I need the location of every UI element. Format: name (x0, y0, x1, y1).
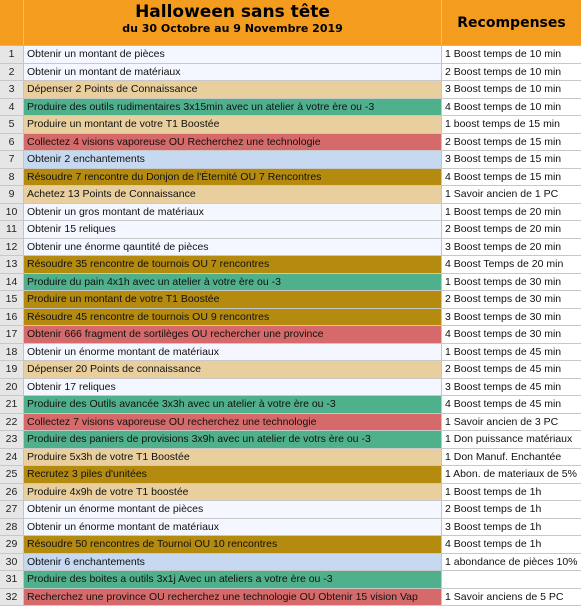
row-number-cell[interactable]: 15 (0, 291, 24, 308)
table-row (0, 274, 581, 292)
reward-cell[interactable]: 1 abondance de pièces 10% (442, 554, 581, 571)
reward-cell[interactable]: 2 Boost temps de 20 min (442, 221, 581, 238)
table-row (0, 501, 581, 519)
row-number-cell[interactable]: 31 (0, 571, 24, 588)
task-cell[interactable]: Obtenir un montant de matériaux (24, 64, 442, 81)
table-row (0, 466, 581, 484)
task-cell[interactable]: Produire des outils rudimentaires 3x15min avec un atelier à votre ère ou -3 (24, 99, 442, 116)
row-number-cell[interactable]: 21 (0, 396, 24, 413)
reward-cell[interactable]: 1 Savoir ancien de 3 PC (442, 414, 581, 431)
row-number-cell[interactable]: 23 (0, 431, 24, 448)
table-row (0, 431, 581, 449)
row-number-cell[interactable]: 25 (0, 466, 24, 483)
task-cell[interactable]: Produire 4x9h de votre T1 boostée (24, 484, 442, 501)
task-cell[interactable]: Produire des paniers de provisions 3x9h avec un atelier de votrs ère ou -3 (24, 431, 442, 448)
reward-cell[interactable]: 1 Abon. de materiaux de 5% (442, 466, 581, 483)
reward-cell[interactable]: 1 Savoir ancien de 1 PC (442, 186, 581, 203)
task-cell[interactable]: Produire 5x3h de votre T1 Boostée (24, 449, 442, 466)
table-row (0, 239, 581, 257)
task-cell[interactable]: Obtenir 2 enchantements (24, 151, 442, 168)
reward-cell[interactable]: 1 Don Manuf. Enchantée (442, 449, 581, 466)
task-cell[interactable]: Produire des Outils avancée 3x3h avec un atelier à votre ère ou -3 (24, 396, 442, 413)
reward-cell[interactable]: 2 Boost temps de 15 min (442, 134, 581, 151)
table-row (0, 309, 581, 327)
task-cell[interactable]: Résoudre 50 rencontres de Tournoi OU 10 rencontres (24, 536, 442, 553)
reward-cell[interactable]: 1 Boost temps de 30 min (442, 274, 581, 291)
table-row (0, 449, 581, 467)
row-number-cell[interactable]: 7 (0, 151, 24, 168)
task-cell[interactable]: Obtenir 666 fragment de sortilèges OU rechercher une province (24, 326, 442, 343)
reward-cell[interactable]: 3 Boost temps de 15 min (442, 151, 581, 168)
table-row (0, 519, 581, 537)
task-cell[interactable]: Achetez 13 Points de Connaissance (24, 186, 442, 203)
reward-cell[interactable]: 2 Boost temps de 1h (442, 501, 581, 518)
row-number-cell[interactable]: 22 (0, 414, 24, 431)
row-number-cell[interactable]: 1 (0, 46, 24, 63)
row-number-cell[interactable]: 26 (0, 484, 24, 501)
reward-cell[interactable]: 4 Boost temps de 15 min (442, 169, 581, 186)
header-corner-cell (0, 0, 24, 45)
task-cell[interactable]: Obtenir 15 reliques (24, 221, 442, 238)
task-cell[interactable]: Dépenser 2 Points de Connaissance (24, 81, 442, 98)
table-row (0, 151, 581, 169)
task-cell[interactable]: Résoudre 45 rencontre de tournois OU 9 rencontres (24, 309, 442, 326)
row-number-cell[interactable]: 24 (0, 449, 24, 466)
task-cell[interactable]: Obtenir 17 reliques (24, 379, 442, 396)
row-number-cell[interactable]: 19 (0, 361, 24, 378)
task-cell[interactable]: Obtenir un montant de pièces (24, 46, 442, 63)
table-row (0, 221, 581, 239)
task-cell[interactable]: Obtenir une énorme qauntité de pièces (24, 239, 442, 256)
table-row (0, 116, 581, 134)
row-number-cell[interactable]: 20 (0, 379, 24, 396)
table-row (0, 186, 581, 204)
table-row (0, 536, 581, 554)
table-row (0, 414, 581, 432)
task-table (0, 46, 581, 606)
task-cell[interactable]: Collectez 7 visions vaporeuse OU recherchez une technologie (24, 414, 442, 431)
task-cell[interactable]: Produire du pain 4x1h avec un atelier à votre ère ou -3 (24, 274, 442, 291)
table-row (0, 81, 581, 99)
reward-cell[interactable]: 1 Boost temps de 45 min (442, 344, 581, 361)
reward-cell[interactable]: 3 Boost temps de 1h (442, 519, 581, 536)
task-cell[interactable]: Produire des boites a outils 3x1j Avec un ateliers a votre ère ou -3 (24, 571, 442, 588)
table-row (0, 134, 581, 152)
reward-cell[interactable]: 4 Boost Temps de 20 min (442, 256, 581, 273)
row-number-cell[interactable]: 28 (0, 519, 24, 536)
reward-cell[interactable]: 3 Boost temps de 30 min (442, 309, 581, 326)
row-number-cell[interactable]: 10 (0, 204, 24, 221)
table-row (0, 204, 581, 222)
table-row (0, 379, 581, 397)
header-row (0, 0, 581, 46)
task-cell[interactable]: Obtenir un gros montant de matériaux (24, 204, 442, 221)
row-number-cell[interactable]: 14 (0, 274, 24, 291)
row-number-cell[interactable]: 9 (0, 186, 24, 203)
task-cell[interactable]: Recherchez une province OU recherchez une technologie OU Obtenir 15 vision Vap (24, 589, 442, 606)
row-number-cell[interactable]: 17 (0, 326, 24, 343)
task-cell[interactable]: Produire un montant de votre T1 Boostée (24, 291, 442, 308)
table-row (0, 64, 581, 82)
row-number-cell[interactable]: 16 (0, 309, 24, 326)
task-cell[interactable]: Obtenir un énorme montant de pièces (24, 501, 442, 518)
table-row (0, 361, 581, 379)
reward-cell[interactable] (442, 571, 581, 588)
reward-cell[interactable]: 4 Boost temps de 1h (442, 536, 581, 553)
row-number-cell[interactable]: 18 (0, 344, 24, 361)
row-number-cell[interactable]: 5 (0, 116, 24, 133)
row-number-cell[interactable]: 4 (0, 99, 24, 116)
task-cell[interactable]: Résoudre 7 rencontre du Donjon de l'Éternité OU 7 Rencontres (24, 169, 442, 186)
task-cell[interactable]: Produire un montant de votre T1 Boostée (24, 116, 442, 133)
reward-cell[interactable]: 4 Boost temps de 10 min (442, 99, 581, 116)
reward-cell[interactable]: 1 Don puissance matériaux (442, 431, 581, 448)
table-row (0, 554, 581, 572)
header-title-cell (24, 0, 442, 45)
reward-cell[interactable]: 1 Savoir anciens de 5 PC (442, 589, 581, 606)
reward-cell[interactable]: 4 Boost temps de 30 min (442, 326, 581, 343)
table-row (0, 99, 581, 117)
table-row (0, 169, 581, 187)
row-number-cell[interactable]: 29 (0, 536, 24, 553)
row-number-cell[interactable]: 30 (0, 554, 24, 571)
table-row (0, 589, 581, 606)
page-subtitle: du 30 Octobre au 9 Novembre 2019 (122, 22, 343, 35)
reward-cell[interactable]: 3 Boost temps de 10 min (442, 81, 581, 98)
table-row (0, 344, 581, 362)
page-title: Halloween sans tête (135, 2, 330, 22)
reward-cell[interactable]: 2 Boost temps de 10 min (442, 64, 581, 81)
row-number-cell[interactable]: 8 (0, 169, 24, 186)
row-number-cell[interactable]: 27 (0, 501, 24, 518)
table-row (0, 396, 581, 414)
reward-cell[interactable]: 1 Boost temps de 1h (442, 484, 581, 501)
table-row (0, 46, 581, 64)
reward-cell[interactable]: 2 Boost temps de 30 min (442, 291, 581, 308)
task-cell[interactable]: Obtenir 6 enchantements (24, 554, 442, 571)
row-number-cell[interactable]: 3 (0, 81, 24, 98)
row-number-cell[interactable]: 13 (0, 256, 24, 273)
row-number-cell[interactable]: 11 (0, 221, 24, 238)
reward-cell[interactable]: 3 Boost temps de 20 min (442, 239, 581, 256)
table-row (0, 484, 581, 502)
reward-cell[interactable]: 1 boost temps de 15 min (442, 116, 581, 133)
reward-cell[interactable]: 4 Boost temps de 45 min (442, 396, 581, 413)
reward-cell[interactable]: 2 Boost temps de 45 min (442, 361, 581, 378)
table-row (0, 256, 581, 274)
rewards-header: Recompenses (457, 14, 566, 31)
row-number-cell[interactable]: 32 (0, 589, 24, 606)
reward-cell[interactable]: 1 Boost temps de 20 min (442, 204, 581, 221)
reward-cell[interactable]: 1 Boost temps de 10 min (442, 46, 581, 63)
task-cell[interactable]: Collectez 4 visions vaporeuse OU Recherchez une technologie (24, 134, 442, 151)
table-row (0, 291, 581, 309)
task-cell[interactable]: Dépenser 20 Points de connaissance (24, 361, 442, 378)
reward-cell[interactable]: 3 Boost temps de 45 min (442, 379, 581, 396)
table-row (0, 571, 581, 589)
task-cell[interactable]: Résoudre 35 rencontre de tournois OU 7 rencontres (24, 256, 442, 273)
row-number-cell[interactable]: 2 (0, 64, 24, 81)
task-cell[interactable]: Obtenir un énorme montant de matériaux (24, 519, 442, 536)
row-number-cell[interactable]: 6 (0, 134, 24, 151)
row-number-cell[interactable]: 12 (0, 239, 24, 256)
task-cell[interactable]: Obtenir un énorme montant de matériaux (24, 344, 442, 361)
table-row (0, 326, 581, 344)
task-cell[interactable]: Recrutez 3 piles d'unitées (24, 466, 442, 483)
